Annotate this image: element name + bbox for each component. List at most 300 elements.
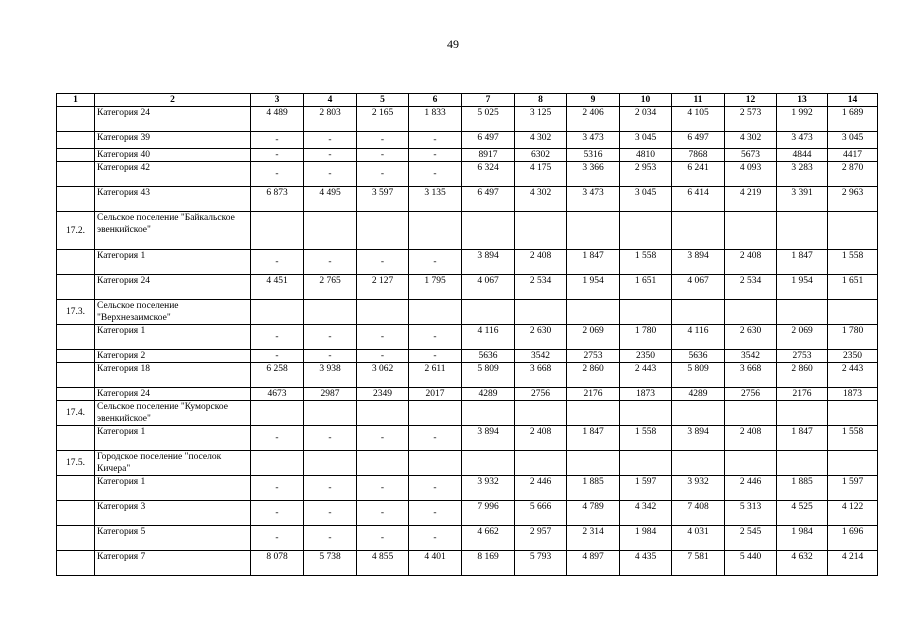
table-header-row xyxy=(57,94,878,107)
value-cell: 2017 xyxy=(409,388,462,401)
value-cell: - xyxy=(357,426,409,451)
value-cell xyxy=(409,401,462,426)
value-cell: - xyxy=(304,501,357,526)
value-cell: 4673 xyxy=(251,388,304,401)
column-header: 4 xyxy=(304,94,357,107)
value-cell: 4 219 xyxy=(725,187,777,212)
value-cell xyxy=(777,212,828,250)
value-cell: - xyxy=(304,526,357,551)
value-cell xyxy=(357,300,409,325)
value-cell: 6 241 xyxy=(672,162,725,187)
value-cell: 4289 xyxy=(672,388,725,401)
table-row xyxy=(57,476,878,501)
row-number xyxy=(57,107,95,132)
value-cell: 4 067 xyxy=(672,275,725,300)
page-number: 49 xyxy=(447,37,459,51)
settlement-name: Сельское поселение "Байкальское эвенкийское" xyxy=(95,212,251,250)
value-cell: 4 302 xyxy=(725,132,777,149)
value-cell: 1 885 xyxy=(567,476,620,501)
value-cell: 4844 xyxy=(777,149,828,162)
value-cell xyxy=(672,451,725,476)
row-number xyxy=(57,275,95,300)
value-cell: - xyxy=(357,162,409,187)
value-cell: 2 446 xyxy=(515,476,567,501)
value-cell: 2176 xyxy=(777,388,828,401)
value-cell: 7 581 xyxy=(672,551,725,576)
value-cell xyxy=(462,451,515,476)
value-cell: 5 793 xyxy=(515,551,567,576)
value-cell: 1 651 xyxy=(620,275,672,300)
value-cell: - xyxy=(304,350,357,363)
value-cell xyxy=(828,300,878,325)
value-cell: 1 885 xyxy=(777,476,828,501)
row-number xyxy=(57,388,95,401)
value-cell: 7868 xyxy=(672,149,725,162)
value-cell: 4 525 xyxy=(777,501,828,526)
value-cell: 3 668 xyxy=(725,363,777,388)
table-row xyxy=(57,149,878,162)
value-cell: 1 597 xyxy=(620,476,672,501)
value-cell: 2 165 xyxy=(357,107,409,132)
table-row xyxy=(57,275,878,300)
value-cell: 1 833 xyxy=(409,107,462,132)
value-cell xyxy=(409,212,462,250)
value-cell: 2 314 xyxy=(567,526,620,551)
value-cell: - xyxy=(357,250,409,275)
value-cell xyxy=(620,212,672,250)
table-row xyxy=(57,250,878,275)
table-row xyxy=(57,363,878,388)
column-header: 6 xyxy=(409,94,462,107)
value-cell: 1 597 xyxy=(828,476,878,501)
category-name: Категория 24 xyxy=(95,275,251,300)
table-row xyxy=(57,300,878,325)
value-cell: 5673 xyxy=(725,149,777,162)
value-cell: 1 558 xyxy=(828,426,878,451)
value-cell: 6 497 xyxy=(462,132,515,149)
value-cell: 4 451 xyxy=(251,275,304,300)
value-cell: - xyxy=(304,162,357,187)
value-cell: 2 573 xyxy=(725,107,777,132)
value-cell: 3 062 xyxy=(357,363,409,388)
table-row xyxy=(57,212,878,250)
value-cell: - xyxy=(409,526,462,551)
value-cell: - xyxy=(304,250,357,275)
row-number xyxy=(57,551,95,576)
value-cell: 3 932 xyxy=(462,476,515,501)
table-row xyxy=(57,501,878,526)
row-number xyxy=(57,426,95,451)
value-cell xyxy=(304,451,357,476)
value-cell xyxy=(304,401,357,426)
value-cell: 2 534 xyxy=(725,275,777,300)
value-cell: 4 093 xyxy=(725,162,777,187)
value-cell xyxy=(409,300,462,325)
value-cell: 1 558 xyxy=(620,426,672,451)
value-cell: 2 446 xyxy=(725,476,777,501)
value-cell: 2 069 xyxy=(777,325,828,350)
value-cell: 4 105 xyxy=(672,107,725,132)
value-cell: 5636 xyxy=(672,350,725,363)
value-cell: - xyxy=(409,149,462,162)
value-cell: 3 668 xyxy=(515,363,567,388)
value-cell: 2350 xyxy=(828,350,878,363)
value-cell: 3542 xyxy=(725,350,777,363)
value-cell: 4 214 xyxy=(828,551,878,576)
value-cell: - xyxy=(304,132,357,149)
value-cell: 3 366 xyxy=(567,162,620,187)
value-cell: 4 632 xyxy=(777,551,828,576)
column-header: 9 xyxy=(567,94,620,107)
value-cell: 3 125 xyxy=(515,107,567,132)
value-cell xyxy=(567,401,620,426)
settlement-name: Сельское поселение "Верхнезаимское" xyxy=(95,300,251,325)
value-cell: 2 408 xyxy=(515,426,567,451)
value-cell xyxy=(672,300,725,325)
value-cell xyxy=(515,451,567,476)
value-cell: 1 689 xyxy=(828,107,878,132)
value-cell: 4 489 xyxy=(251,107,304,132)
value-cell xyxy=(304,212,357,250)
value-cell: 2 765 xyxy=(304,275,357,300)
category-name: Категория 1 xyxy=(95,325,251,350)
row-number xyxy=(57,350,95,363)
value-cell: 7 408 xyxy=(672,501,725,526)
table-row xyxy=(57,551,878,576)
value-cell: 3 473 xyxy=(777,132,828,149)
value-cell: - xyxy=(357,325,409,350)
value-cell xyxy=(828,451,878,476)
value-cell: - xyxy=(251,325,304,350)
value-cell: - xyxy=(357,350,409,363)
category-name: Категория 43 xyxy=(95,187,251,212)
value-cell: 6302 xyxy=(515,149,567,162)
value-cell: - xyxy=(304,149,357,162)
value-cell: 3 894 xyxy=(672,250,725,275)
value-cell: 1 795 xyxy=(409,275,462,300)
row-number xyxy=(57,149,95,162)
category-name: Категория 3 xyxy=(95,501,251,526)
column-header: 8 xyxy=(515,94,567,107)
value-cell: 4 401 xyxy=(409,551,462,576)
value-cell: 2350 xyxy=(620,350,672,363)
value-cell: 3 894 xyxy=(462,250,515,275)
value-cell xyxy=(672,401,725,426)
value-cell xyxy=(777,401,828,426)
row-number xyxy=(57,363,95,388)
value-cell: 4 435 xyxy=(620,551,672,576)
value-cell: 2349 xyxy=(357,388,409,401)
value-cell: - xyxy=(409,325,462,350)
value-cell: 3 597 xyxy=(357,187,409,212)
value-cell: - xyxy=(409,162,462,187)
value-cell: 1 954 xyxy=(567,275,620,300)
row-number xyxy=(57,187,95,212)
value-cell: 2 443 xyxy=(620,363,672,388)
value-cell: 6 414 xyxy=(672,187,725,212)
value-cell xyxy=(620,451,672,476)
value-cell: 1 954 xyxy=(777,275,828,300)
value-cell: 3 938 xyxy=(304,363,357,388)
value-cell: - xyxy=(409,250,462,275)
row-number xyxy=(57,162,95,187)
row-number: 17.5. xyxy=(57,451,95,476)
value-cell: 8 078 xyxy=(251,551,304,576)
row-number xyxy=(57,501,95,526)
value-cell: 1 847 xyxy=(777,250,828,275)
value-cell: 1873 xyxy=(620,388,672,401)
value-cell: - xyxy=(357,501,409,526)
category-name: Категория 5 xyxy=(95,526,251,551)
value-cell: 2753 xyxy=(777,350,828,363)
table-row xyxy=(57,426,878,451)
value-cell: 2 611 xyxy=(409,363,462,388)
value-cell xyxy=(251,451,304,476)
value-cell: 1 558 xyxy=(828,250,878,275)
row-number: 17.3. xyxy=(57,300,95,325)
value-cell: 6 497 xyxy=(672,132,725,149)
value-cell: - xyxy=(251,149,304,162)
value-cell xyxy=(251,212,304,250)
value-cell: 8 169 xyxy=(462,551,515,576)
value-cell: - xyxy=(304,325,357,350)
value-cell: 4 175 xyxy=(515,162,567,187)
value-cell: 6 497 xyxy=(462,187,515,212)
value-cell: - xyxy=(251,526,304,551)
value-cell: 3 473 xyxy=(567,187,620,212)
value-cell: - xyxy=(251,501,304,526)
value-cell: 2 870 xyxy=(828,162,878,187)
value-cell: 1 651 xyxy=(828,275,878,300)
value-cell: 2 408 xyxy=(725,426,777,451)
value-cell: 4 342 xyxy=(620,501,672,526)
value-cell: 3 473 xyxy=(567,132,620,149)
value-cell: - xyxy=(409,350,462,363)
category-name: Категория 7 xyxy=(95,551,251,576)
value-cell xyxy=(251,300,304,325)
value-cell: - xyxy=(409,501,462,526)
category-name: Категория 1 xyxy=(95,250,251,275)
value-cell: - xyxy=(304,476,357,501)
value-cell: 4 855 xyxy=(357,551,409,576)
value-cell: 4 897 xyxy=(567,551,620,576)
value-cell xyxy=(828,212,878,250)
value-cell: 4 116 xyxy=(672,325,725,350)
value-cell: - xyxy=(251,132,304,149)
value-cell: 2 127 xyxy=(357,275,409,300)
value-cell: - xyxy=(251,162,304,187)
value-cell xyxy=(462,401,515,426)
value-cell: 2987 xyxy=(304,388,357,401)
table-row xyxy=(57,526,878,551)
value-cell: 2 953 xyxy=(620,162,672,187)
table-row xyxy=(57,401,878,426)
row-number xyxy=(57,325,95,350)
value-cell: 1 847 xyxy=(567,250,620,275)
column-header: 7 xyxy=(462,94,515,107)
value-cell: 4 662 xyxy=(462,526,515,551)
category-name: Категория 39 xyxy=(95,132,251,149)
value-cell: 1 780 xyxy=(828,325,878,350)
value-cell: 2 034 xyxy=(620,107,672,132)
value-cell: 4810 xyxy=(620,149,672,162)
column-header: 10 xyxy=(620,94,672,107)
row-number: 17.4. xyxy=(57,401,95,426)
value-cell: 3 045 xyxy=(828,132,878,149)
value-cell xyxy=(251,401,304,426)
value-cell xyxy=(567,212,620,250)
tariff-table xyxy=(56,93,878,576)
value-cell: 1 558 xyxy=(620,250,672,275)
value-cell: 5636 xyxy=(462,350,515,363)
column-header: 2 xyxy=(95,94,251,107)
value-cell xyxy=(567,451,620,476)
value-cell xyxy=(357,451,409,476)
row-number xyxy=(57,526,95,551)
value-cell: 1 847 xyxy=(567,426,620,451)
value-cell: - xyxy=(357,476,409,501)
value-cell: 3 045 xyxy=(620,187,672,212)
value-cell: 2 408 xyxy=(725,250,777,275)
value-cell: 6 258 xyxy=(251,363,304,388)
value-cell: 8917 xyxy=(462,149,515,162)
category-name: Категория 18 xyxy=(95,363,251,388)
category-name: Категория 24 xyxy=(95,388,251,401)
value-cell: 2 069 xyxy=(567,325,620,350)
value-cell: - xyxy=(357,526,409,551)
value-cell xyxy=(515,300,567,325)
value-cell: 5 809 xyxy=(462,363,515,388)
table-row xyxy=(57,132,878,149)
value-cell: 2753 xyxy=(567,350,620,363)
column-header: 13 xyxy=(777,94,828,107)
value-cell xyxy=(567,300,620,325)
value-cell: 2 408 xyxy=(515,250,567,275)
value-cell: 5 738 xyxy=(304,551,357,576)
value-cell: - xyxy=(357,149,409,162)
value-cell: - xyxy=(409,132,462,149)
value-cell xyxy=(725,212,777,250)
value-cell: 4 116 xyxy=(462,325,515,350)
value-cell xyxy=(409,451,462,476)
value-cell: 2 534 xyxy=(515,275,567,300)
value-cell xyxy=(725,300,777,325)
value-cell: 2756 xyxy=(725,388,777,401)
value-cell xyxy=(620,300,672,325)
value-cell: 2 630 xyxy=(515,325,567,350)
value-cell: 4 122 xyxy=(828,501,878,526)
value-cell xyxy=(828,401,878,426)
value-cell: 2 545 xyxy=(725,526,777,551)
table-row xyxy=(57,388,878,401)
value-cell xyxy=(357,401,409,426)
value-cell: 4 302 xyxy=(515,187,567,212)
value-cell xyxy=(620,401,672,426)
table-row xyxy=(57,325,878,350)
value-cell: 5 809 xyxy=(672,363,725,388)
value-cell xyxy=(777,300,828,325)
value-cell: 5316 xyxy=(567,149,620,162)
value-cell: 3 894 xyxy=(672,426,725,451)
value-cell: 5 313 xyxy=(725,501,777,526)
column-header: 11 xyxy=(672,94,725,107)
value-cell: - xyxy=(409,476,462,501)
value-cell: 4 495 xyxy=(304,187,357,212)
value-cell: 7 996 xyxy=(462,501,515,526)
value-cell: 5 025 xyxy=(462,107,515,132)
value-cell xyxy=(725,401,777,426)
value-cell: 3 283 xyxy=(777,162,828,187)
value-cell: 2 957 xyxy=(515,526,567,551)
value-cell: 3542 xyxy=(515,350,567,363)
table-row xyxy=(57,451,878,476)
value-cell xyxy=(462,300,515,325)
category-name: Категория 40 xyxy=(95,149,251,162)
value-cell: 1 696 xyxy=(828,526,878,551)
value-cell xyxy=(515,212,567,250)
table-row xyxy=(57,350,878,363)
value-cell: 3 932 xyxy=(672,476,725,501)
value-cell: 3 391 xyxy=(777,187,828,212)
column-header: 5 xyxy=(357,94,409,107)
category-name: Категория 1 xyxy=(95,476,251,501)
value-cell: 1 780 xyxy=(620,325,672,350)
value-cell: 3 045 xyxy=(620,132,672,149)
column-header: 14 xyxy=(828,94,878,107)
value-cell: 1873 xyxy=(828,388,878,401)
value-cell xyxy=(725,451,777,476)
value-cell: 4 302 xyxy=(515,132,567,149)
value-cell: 2 443 xyxy=(828,363,878,388)
row-number: 17.2. xyxy=(57,212,95,250)
category-name: Категория 42 xyxy=(95,162,251,187)
value-cell xyxy=(672,212,725,250)
column-header: 1 xyxy=(57,94,95,107)
value-cell: 4289 xyxy=(462,388,515,401)
value-cell: 2176 xyxy=(567,388,620,401)
value-cell: 2 963 xyxy=(828,187,878,212)
value-cell: 1 847 xyxy=(777,426,828,451)
value-cell: - xyxy=(251,350,304,363)
value-cell: 4 067 xyxy=(462,275,515,300)
value-cell: 2756 xyxy=(515,388,567,401)
category-name: Категория 2 xyxy=(95,350,251,363)
value-cell: - xyxy=(304,426,357,451)
value-cell: - xyxy=(251,250,304,275)
value-cell: 5 440 xyxy=(725,551,777,576)
value-cell: 1 992 xyxy=(777,107,828,132)
value-cell xyxy=(515,401,567,426)
value-cell: 2 630 xyxy=(725,325,777,350)
table-row xyxy=(57,107,878,132)
category-name: Категория 1 xyxy=(95,426,251,451)
value-cell xyxy=(357,212,409,250)
column-header: 3 xyxy=(251,94,304,107)
value-cell: - xyxy=(251,476,304,501)
value-cell: - xyxy=(251,426,304,451)
value-cell: 2 860 xyxy=(567,363,620,388)
value-cell xyxy=(777,451,828,476)
value-cell: 5 666 xyxy=(515,501,567,526)
value-cell: - xyxy=(357,132,409,149)
settlement-name: Сельское поселение "Куморское эвенкийское" xyxy=(95,401,251,426)
value-cell xyxy=(304,300,357,325)
value-cell: 2 406 xyxy=(567,107,620,132)
category-name: Категория 24 xyxy=(95,107,251,132)
value-cell: - xyxy=(409,426,462,451)
value-cell: 2 803 xyxy=(304,107,357,132)
value-cell: 3 135 xyxy=(409,187,462,212)
